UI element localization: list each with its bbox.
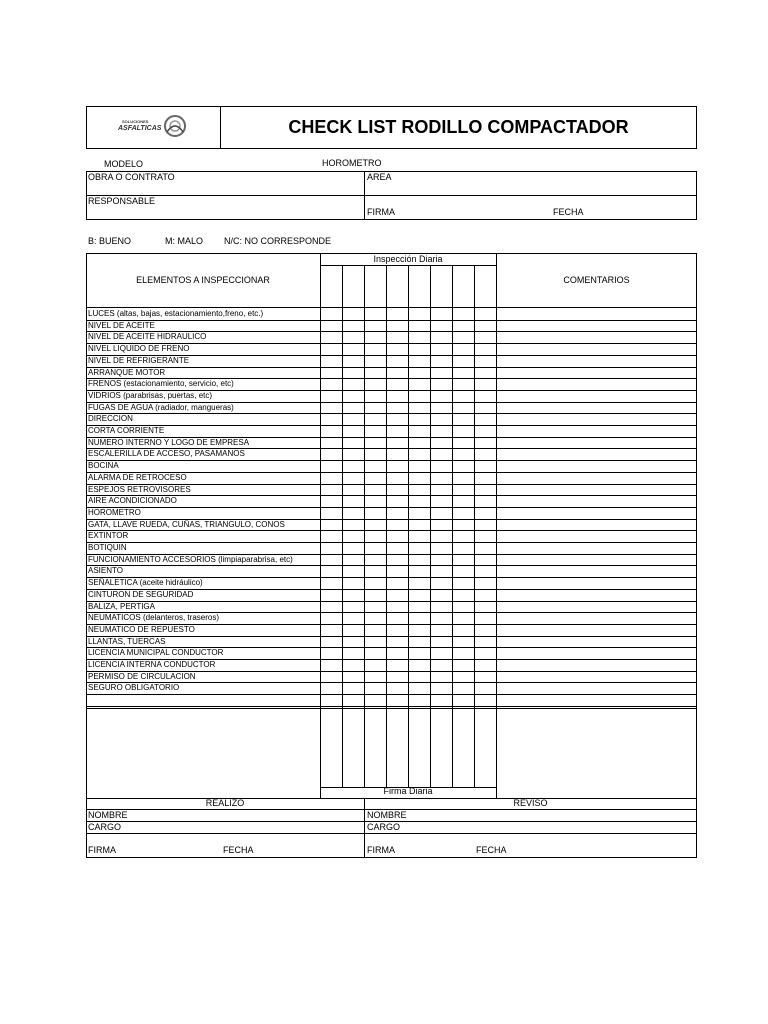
inspection-item: BALIZA, PERTIGA (88, 602, 155, 611)
reviso-firma[interactable]: FIRMA (367, 845, 395, 855)
inspection-item: LICENCIA INTERNA CONDUCTOR (88, 660, 216, 669)
row-line (86, 495, 697, 496)
elements-header: ELEMENTOS A INSPECCIONAR (136, 275, 270, 285)
reviso-cargo[interactable]: CARGO (367, 822, 401, 832)
inspection-item: CORTA CORRIENTE (88, 426, 165, 435)
row-line (86, 425, 697, 426)
items-end-line (86, 708, 697, 709)
inspection-item: CINTURON DE SEGURIDAD (88, 590, 194, 599)
reviso-header: REVISO (513, 798, 548, 808)
inspection-item: HOROMETRO (88, 508, 141, 517)
row-line (86, 460, 697, 461)
inspection-header: Inspección Diaria (373, 254, 443, 264)
company-logo (112, 112, 192, 142)
inspection-item: SEGURO OBLIGATORIO (88, 683, 180, 692)
label-fecha[interactable]: FECHA (553, 207, 584, 217)
page-title: CHECK LIST RODILLO COMPACTADOR (288, 117, 629, 137)
inspection-item: NIVEL DE REFRIGERANTE (88, 356, 190, 365)
row-line (86, 542, 697, 543)
inspection-item: SEÑALETICA (aceite hidráulico) (88, 578, 203, 587)
row-line (86, 694, 697, 695)
inspection-item: AIRE ACONDICIONADO (88, 496, 177, 505)
reviso-fecha[interactable]: FECHA (476, 845, 507, 855)
row-line (86, 413, 697, 414)
inspection-item: FUGAS DE AGUA (radiador, mangueras) (88, 403, 234, 412)
inspection-item: ESCALERILLA DE ACCESO, PASAMANOS (88, 449, 245, 458)
info-col-divider (364, 171, 365, 220)
legend-bueno: B: BUENO (88, 236, 132, 246)
inspection-item: NIVEL DE ACEITE HIDRAULICO (88, 332, 207, 341)
inspection-item: DIRECCION (88, 414, 133, 423)
inspection-item: ESPEJOS RETROVISORES (88, 485, 191, 494)
inspection-item: ALARMA DE RETROCESO (88, 473, 187, 482)
logo-text-bottom: ASFALTICAS (118, 125, 162, 132)
comments-header: COMENTARIOS (563, 275, 630, 285)
logo-text-top: SOLUCIONES (122, 119, 149, 124)
label-responsable[interactable]: RESPONSABLE (88, 196, 156, 206)
label-horometro: HOROMETRO (322, 158, 382, 168)
table-col-divider-left (320, 253, 321, 799)
inspection-item: ASIENTO (88, 566, 123, 575)
label-firma[interactable]: FIRMA (367, 207, 395, 217)
inspection-item: ARRANQUE MOTOR (88, 368, 166, 377)
table-col-divider-right (496, 253, 497, 799)
inspection-item: NIVEL LIQUIDO DE FRENO (88, 344, 190, 353)
inspection-item: EXTINTOR (88, 531, 129, 540)
row-line (86, 320, 697, 321)
signature-line (86, 833, 697, 834)
reviso-nombre[interactable]: NOMBRE (367, 810, 407, 820)
inspection-item: GATA, LLAVE RUEDA, CUÑAS, TRIANGULO, CONOS (88, 520, 285, 529)
inspection-item: LICENCIA MUNICIPAL CONDUCTOR (88, 648, 224, 657)
table-header-bottom (86, 307, 697, 308)
inspection-item: NEUMATICOS (delanteros, traseros) (88, 613, 219, 622)
label-modelo: MODELO (104, 159, 144, 169)
row-line (86, 565, 697, 566)
realizo-fecha[interactable]: FECHA (223, 845, 254, 855)
legend-malo: M: MALO (165, 236, 204, 246)
row-line (86, 636, 697, 637)
label-area[interactable]: AREA (367, 172, 392, 182)
row-line (86, 367, 697, 368)
inspection-item: PERMISO DE CIRCULACION (88, 672, 196, 681)
realizo-nombre[interactable]: NOMBRE (88, 810, 128, 820)
inspection-item: LUCES (altas, bajas, estacionamiento,freno, etc.) (88, 309, 264, 318)
inspection-item: FRENOS (estacionamiento, servicio, etc) (88, 379, 234, 388)
firma-diaria-label: Firma Diaria (383, 786, 433, 796)
label-obra[interactable]: OBRA O CONTRATO (88, 172, 175, 182)
row-line (86, 706, 697, 707)
inspection-item: VIDRIOS (parabrisas, puertas, etc) (88, 391, 213, 400)
inspection-item: LLANTAS, TUERCAS (88, 637, 166, 646)
row-line (86, 507, 697, 508)
inspection-item: BOTIQUIN (88, 543, 127, 552)
legend-nc: N/C: NO CORRESPONDE (224, 236, 332, 246)
inspection-item: NIVEL DE ACEITE (88, 321, 155, 330)
realizo-cargo[interactable]: CARGO (88, 822, 122, 832)
inspection-item: BOCINA (88, 461, 119, 470)
inspection-item: NUMERO INTERNO Y LOGO DE EMPRESA (88, 438, 250, 447)
realizo-firma[interactable]: FIRMA (88, 845, 116, 855)
inspection-item: FUNCIONAMIENTO ACCESORIOS (limpiaparabrisa, etc) (88, 555, 293, 564)
inspection-item: NEUMATICO DE REPUESTO (88, 625, 195, 634)
realizo-header: REALIZO (205, 798, 245, 808)
info-row-divider (86, 195, 697, 196)
row-line (86, 601, 697, 602)
row-line (86, 530, 697, 531)
